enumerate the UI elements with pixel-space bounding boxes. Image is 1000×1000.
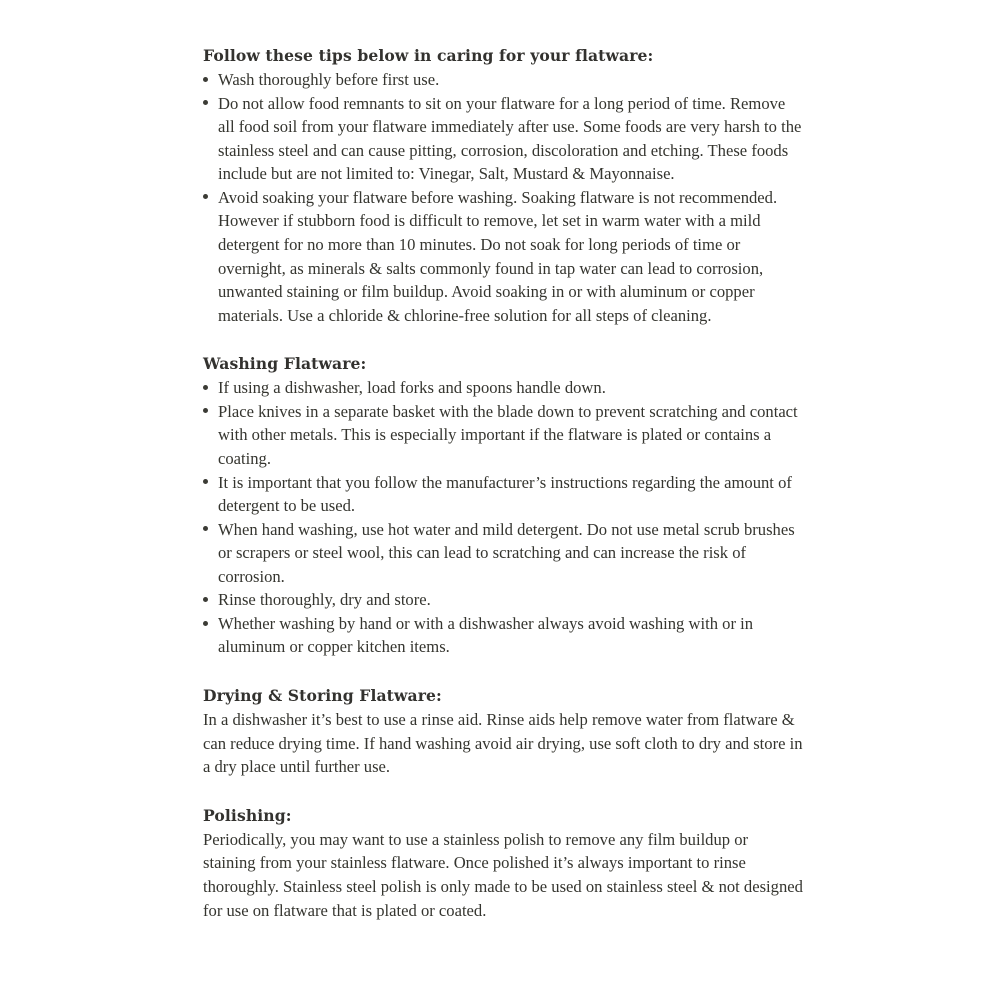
list-item <box>203 588 803 612</box>
bullet-dot-icon <box>203 194 208 199</box>
section-heading: Drying & Storing Flatware: <box>203 686 442 706</box>
washing-flatware-list <box>203 376 803 659</box>
section-paragraph: In a dishwasher it’s best to use a rinse aid. Rinse aids help remove water from flatware & can reduce drying time. If hand washing avoid air drying, use soft cloth to dry and store in a dry place until further use. <box>203 710 803 777</box>
section-paragraph: Periodically, you may want to use a stainless polish to remove any film buildup or staining from your stainless flatware. Once polished it’s always important to rinse thoroughly. Stainless steel polish is only made to be used on stainless steel & not designed for use on flatware that is plated or coated. <box>203 829 803 920</box>
care-tips-section <box>203 45 803 327</box>
care-tips-list <box>203 68 803 327</box>
list-item <box>203 518 803 589</box>
list-item <box>203 471 803 518</box>
list-item <box>203 376 803 400</box>
list-item <box>203 92 803 186</box>
list-item-text: Place knives in a separate basket with the blade down to prevent scratching and contact with other metals. This is especially important if the flatware is plated or contains a coating. <box>218 401 798 468</box>
bullet-dot-icon <box>203 385 208 390</box>
list-item-text: It is important that you follow the manufacturer’s instructions regarding the amount of detergent to be used. <box>218 472 792 516</box>
list-item-text: Rinse thoroughly, dry and store. <box>218 590 431 610</box>
list-item <box>203 68 803 92</box>
drying-storing-section <box>203 685 803 779</box>
list-item <box>203 400 803 471</box>
bullet-dot-icon <box>203 408 208 413</box>
washing-flatware-section <box>203 353 803 659</box>
bullet-dot-icon <box>203 621 208 626</box>
list-item <box>203 186 803 327</box>
bullet-dot-icon <box>203 479 208 484</box>
polishing-section <box>203 805 803 922</box>
bullet-dot-icon <box>203 77 208 82</box>
list-item-text: Wash thoroughly before first use. <box>218 70 440 90</box>
list-item <box>203 612 803 659</box>
section-heading: Follow these tips below in caring for your flatware: <box>203 46 654 65</box>
list-item-text: Avoid soaking your flatware before washing. Soaking flatware is not recommended. However if stubborn food is difficult to remove, let set in warm water with a mild detergent for no more than 10 minutes. Do not soak for long periods of time or overnight, as minerals & salts commonly found in tap water can lead to corrosion, unwanted staining or film buildup. Avoid soaking in or with aluminum or copper materials. Use a chloride & chlorine-free solution for all steps of cleaning. <box>218 187 778 325</box>
document-content <box>203 45 803 922</box>
bullet-dot-icon <box>203 100 208 105</box>
section-heading: Washing Flatware: <box>203 354 367 374</box>
list-item-text: When hand washing, use hot water and mild detergent. Do not use metal scrub brushes or scrapers or steel wool, this can lead to scratching and can increase the risk of corrosion. <box>218 519 795 586</box>
list-item-text: If using a dishwasher, load forks and spoons handle down. <box>218 378 606 398</box>
bullet-dot-icon <box>203 597 208 602</box>
list-item-text: Do not allow food remnants to sit on your flatware for a long period of time. Remove all food soil from your flatware immediately after use. Some foods are very harsh to the stainless steel and can cause pitting, corrosion, discoloration and etching. These foods include but are not limited to: Vinegar, Salt, Mustard & Mayonnaise. <box>218 93 802 184</box>
bullet-dot-icon <box>203 526 208 531</box>
list-item-text: Whether washing by hand or with a dishwasher always avoid washing with or in aluminum or copper kitchen items. <box>218 613 754 657</box>
section-heading: Polishing: <box>203 805 292 825</box>
